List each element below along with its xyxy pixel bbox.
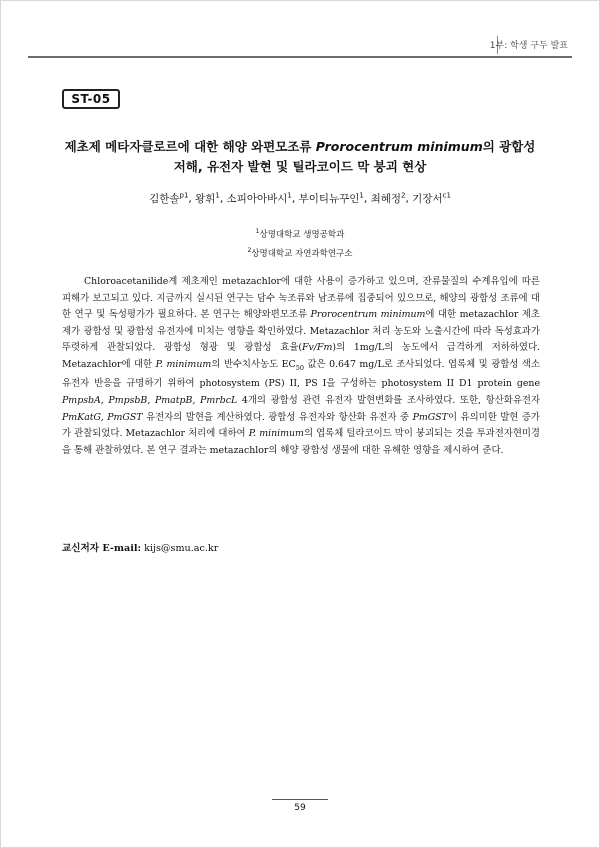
affiliation-sup: 1 xyxy=(255,228,260,235)
abstract-term: Fv/Fm xyxy=(302,342,333,354)
running-title: 1부: 학생 구두 발표 xyxy=(489,41,568,51)
affiliation-sup: 2 xyxy=(247,246,252,254)
author-list: 김한솔$^{p1}$, 왕휘$^1$, 소피아아바시$^1$, 부이티뉴꾸인$^1$, 최혜정$^2$, 기장서$^{c1}$ xyxy=(149,191,451,205)
abstract-text: 유전자의 발현을 계산하였다. 광합성 유전자와 항산화 유전자 중 xyxy=(142,411,413,423)
abstract-genes: PmGST xyxy=(412,411,448,423)
affiliation-text: 상명대학교 생명공학과 xyxy=(259,229,345,240)
abstract-species: Prorocentrum minimum xyxy=(310,309,426,321)
abstract-text: )의 1mg/L의 농도에서 급격하게 저하하였다. Metazachlor에 대한 xyxy=(62,342,540,370)
abstract-subscript: 50 xyxy=(295,363,304,372)
abstract-text: 의 엽록체 틸라코이드 막이 붕괴되는 것을 투과전자현미경을 통해 관찰하였다. 본 연구 결과는 metazachlor의 해양 광합성 생물에 대한 유해한 영향을 제시하여 준다. xyxy=(62,428,540,456)
abstract-text: Chloroacetanilide계 제초제인 metazachlor에 대한 사용이 증가하고 있으며, 잔류물질의 수계유입에 따른 피해가 보고되고 있다. 지금까지 실시된 연구는 담수 녹조류와 남조류에 집중되어 있으므로, 해양의 광합성 조류에 대한 연구 및 독성평가가 필요하다. 본 연구는 해양와편모조류 xyxy=(62,276,540,321)
author-sup: 1 xyxy=(359,191,364,200)
abstract-text: 의 반수치사농도 EC xyxy=(211,358,296,370)
affiliation-line xyxy=(40,243,560,262)
page-number: 59 xyxy=(294,803,306,813)
affiliations xyxy=(40,224,560,262)
author-name: 최혜정 xyxy=(370,193,402,205)
title-part2: 의 광합성 xyxy=(482,139,536,154)
author-name: 왕휘 xyxy=(195,193,216,205)
author-name: 소피아아바시 xyxy=(226,193,288,205)
abstract-genes: PmKatG, PmGST xyxy=(62,411,143,423)
corresponding-email[interactable]: kijs@smu.ac.kr xyxy=(141,543,219,554)
author-name: 기장서 xyxy=(412,193,443,205)
corresponding-label: 교신저자 E-mail: xyxy=(62,543,142,554)
abstract-species: P. minimum xyxy=(155,358,212,370)
author-name: 김한솔 xyxy=(149,193,180,205)
affiliation-text: 상명대학교 자연과학연구소 xyxy=(251,248,353,259)
running-header xyxy=(28,36,572,58)
title-species: Prorocentrum minimum xyxy=(315,139,483,154)
author-sup: c1 xyxy=(442,191,451,200)
abstract-text: 4개의 광합성 관련 유전자 발현변화를 조사하였다. 또한, 항산화유전자 xyxy=(237,395,541,407)
abstract-text: 이 유의미한 발현 증가가 관찰되었다. Metazachlor 처리에 대하여 xyxy=(62,411,540,440)
corresponding-author xyxy=(62,540,218,554)
abstract-body xyxy=(62,274,540,459)
title-line2: 저해, 유전자 발현 및 틸라코이드 막 붕괴 현상 xyxy=(173,159,427,174)
author-sup: p1 xyxy=(179,191,189,200)
footer-rule xyxy=(272,799,328,800)
abstract-genes: PmpsbA, PmpsbB, PmatpB, PmrbcL xyxy=(62,395,238,407)
affiliation-line xyxy=(40,224,560,243)
author-sup: 1 xyxy=(287,191,292,200)
abstract-text: 에 대한 metazachlor 제초제가 광합성 및 광합성 유전자에 미치는 영향을 확인하였다. Metazachlor 처리 농도와 노출시간에 따라 독성효과가 뚜렷하게 관찰되었다. 광합성 형광 및 광합성 효율( xyxy=(62,309,540,354)
author-sup: 2 xyxy=(401,191,406,200)
abstract-paragraph xyxy=(62,274,540,459)
author-sup: 1 xyxy=(215,191,220,200)
abstract-text: 값은 0.647 mg/L로 조사되었다. 엽록체 및 광합성 색소 유전자 반응을 규명하기 위하여 photosystem (PS) II, PS I을 구성하는 photosystem II D1 protein gene xyxy=(62,358,541,390)
author-name: 부이티뉴꾸인 xyxy=(298,193,360,205)
title-part1: 제초제 메타자클로르에 대한 해양 와편모조류 xyxy=(64,139,316,154)
abstract-species: P. minimum xyxy=(248,428,304,440)
paper-title xyxy=(50,137,550,177)
session-badge: ST-05 xyxy=(62,89,120,109)
